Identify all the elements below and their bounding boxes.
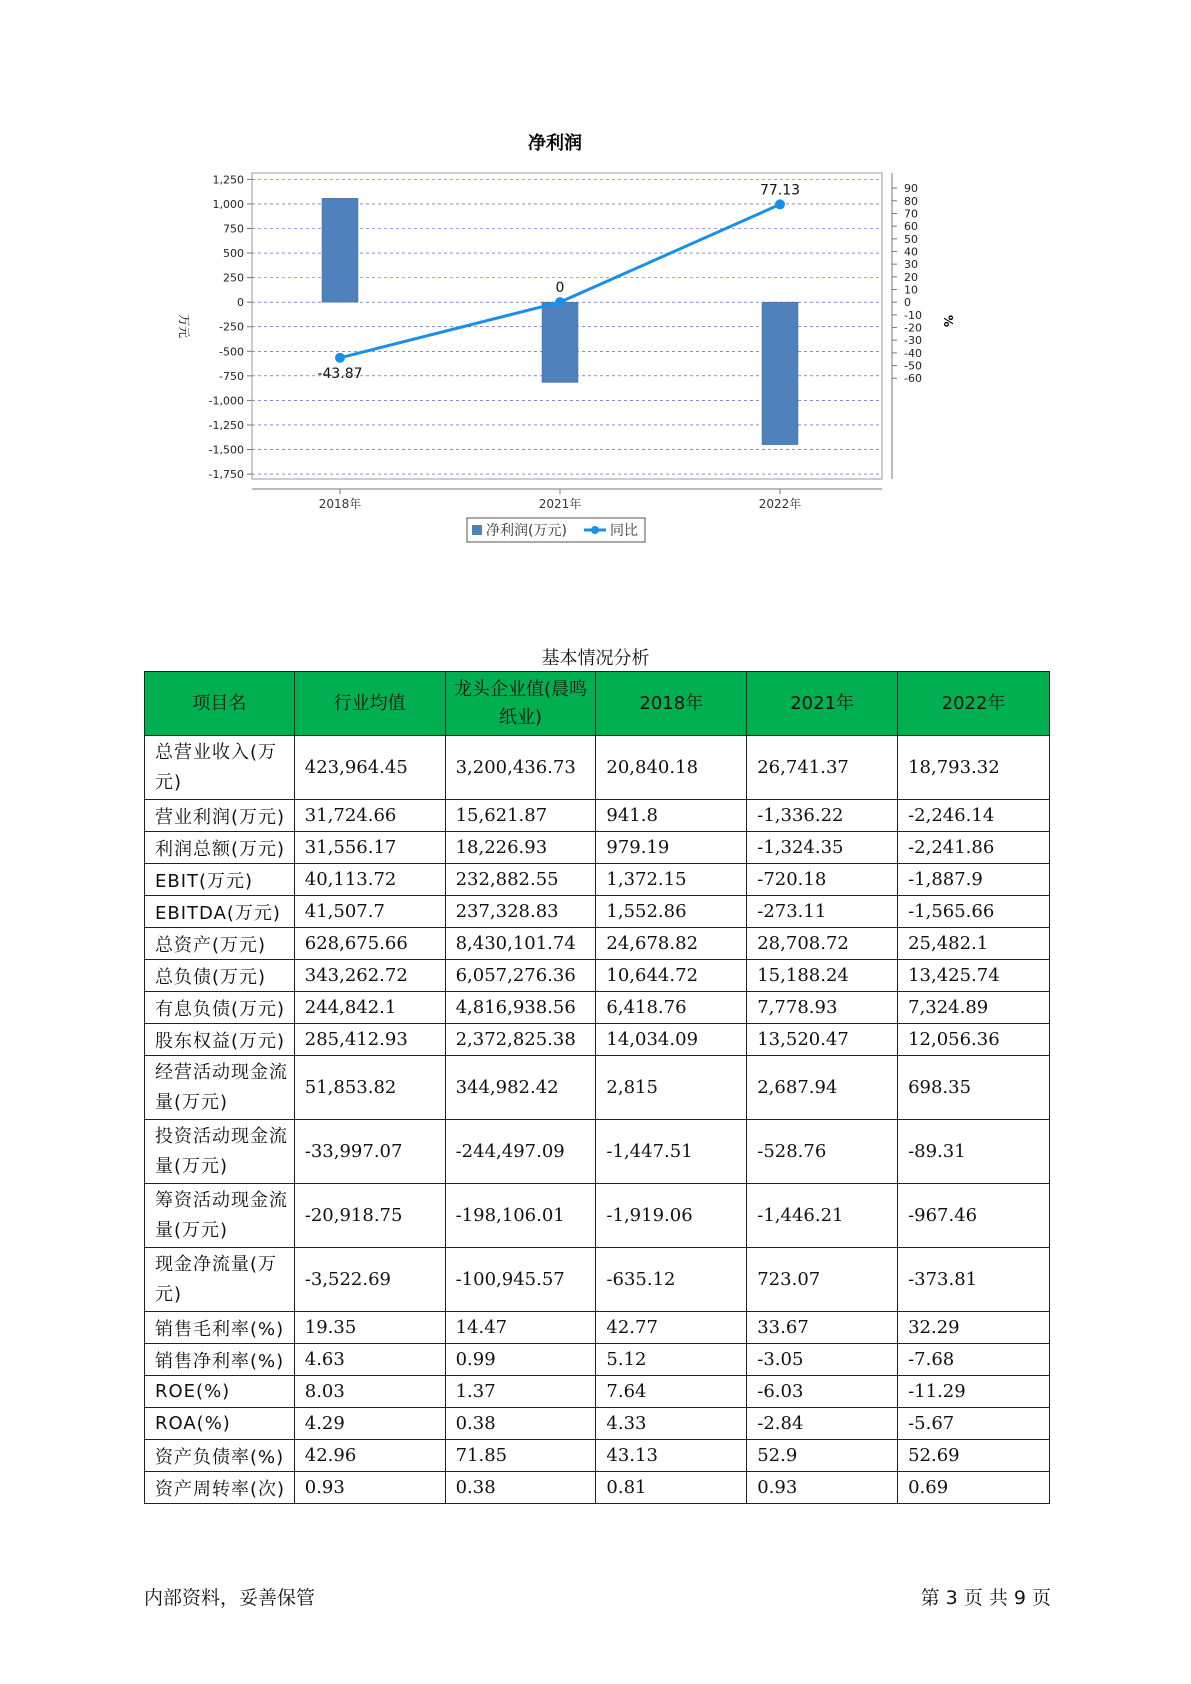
table-row [145, 1056, 1050, 1120]
header-cell: 行业均值 [294, 672, 445, 736]
table-cell: 42.77 [596, 1312, 747, 1344]
row-label: 利润总额(万元) [145, 832, 295, 864]
table-cell: 723.07 [747, 1248, 898, 1312]
y-tick-label: -1,250 [208, 418, 244, 432]
table-cell: 6,418.76 [596, 992, 747, 1024]
table-cell: 1.37 [445, 1376, 596, 1408]
y-tick-label: -1,000 [208, 394, 244, 408]
table-cell: -1,887.9 [898, 864, 1050, 896]
legend-swatch-point [591, 526, 599, 534]
y2-tick-label: -50 [904, 359, 922, 373]
table-cell: 15,188.24 [747, 960, 898, 992]
table-cell: 0.99 [445, 1344, 596, 1376]
chart-title: 净利润 [528, 133, 582, 154]
chart-svg [177, 133, 1030, 590]
y2-tick-label: 70 [904, 207, 918, 221]
table-cell: 344,982.42 [445, 1056, 596, 1120]
data-label: 0 [555, 280, 565, 297]
row-label: EBITDA(万元) [145, 896, 295, 928]
y-tick-label: -1,500 [208, 443, 244, 457]
analysis-table [144, 671, 1050, 1504]
y2-tick-label: -60 [904, 372, 922, 386]
table-row [145, 1312, 1050, 1344]
table-cell: 10,644.72 [596, 960, 747, 992]
table-cell: -373.81 [898, 1248, 1050, 1312]
table-row [145, 1024, 1050, 1056]
table-cell: 8,430,101.74 [445, 928, 596, 960]
row-label: 总资产(万元) [145, 928, 295, 960]
y-tick-label: 500 [223, 247, 244, 261]
row-label: 筹资活动现金流量(万元) [145, 1184, 295, 1248]
line-point [335, 353, 345, 363]
table-cell: 20,840.18 [596, 736, 747, 800]
table-cell: 979.19 [596, 832, 747, 864]
table-cell: 31,556.17 [294, 832, 445, 864]
table-cell: 0.38 [445, 1408, 596, 1440]
table-cell: -11.29 [898, 1376, 1050, 1408]
table-cell: 18,226.93 [445, 832, 596, 864]
table-cell: 42.96 [294, 1440, 445, 1472]
x-tick-label: 2018年 [318, 497, 362, 511]
table-cell: 52.9 [747, 1440, 898, 1472]
row-label: 现金净流量(万元) [145, 1248, 295, 1312]
data-label: 77.13 [759, 182, 801, 199]
table-cell: 14.47 [445, 1312, 596, 1344]
table-row [145, 896, 1050, 928]
table-cell: -2.84 [747, 1408, 898, 1440]
y-tick-label: 750 [223, 222, 244, 236]
bar-net-profit [322, 198, 358, 302]
data-label: -43.87 [317, 365, 363, 382]
row-label: 投资活动现金流量(万元) [145, 1120, 295, 1184]
table-cell: 0.93 [747, 1472, 898, 1504]
table-cell: -6.03 [747, 1376, 898, 1408]
table-row [145, 864, 1050, 896]
table-cell: -2,246.14 [898, 800, 1050, 832]
row-label: 资产周转率(次) [145, 1472, 295, 1504]
bar-net-profit [542, 302, 578, 382]
y-tick-label: 250 [223, 271, 244, 285]
table-cell: 13,425.74 [898, 960, 1050, 992]
table-cell: 52.69 [898, 1440, 1050, 1472]
table-cell: 28,708.72 [747, 928, 898, 960]
table-cell: -5.67 [898, 1408, 1050, 1440]
table-cell: 941.8 [596, 800, 747, 832]
table-cell: 26,741.37 [747, 736, 898, 800]
table-row [145, 1248, 1050, 1312]
table-cell: 19.35 [294, 1312, 445, 1344]
table-cell: -635.12 [596, 1248, 747, 1312]
table-cell: 4.29 [294, 1408, 445, 1440]
table-cell: 18,793.32 [898, 736, 1050, 800]
table-row [145, 1184, 1050, 1248]
table-cell: -1,447.51 [596, 1120, 747, 1184]
row-label: 总负债(万元) [145, 960, 295, 992]
table-cell: 43.13 [596, 1440, 747, 1472]
table-row [145, 1472, 1050, 1504]
y2-tick-label: -30 [904, 334, 922, 348]
row-label: 经营活动现金流量(万元) [145, 1056, 295, 1120]
y-tick-label: 1,000 [212, 197, 244, 211]
table-cell: 6,057,276.36 [445, 960, 596, 992]
table-cell: -1,446.21 [747, 1184, 898, 1248]
table-row [145, 960, 1050, 992]
table-cell: 3,200,436.73 [445, 736, 596, 800]
table-cell: -244,497.09 [445, 1120, 596, 1184]
table-cell: 31,724.66 [294, 800, 445, 832]
net-profit-chart [177, 133, 1030, 590]
y2-axis-title: % [941, 314, 955, 328]
table-row [145, 1408, 1050, 1440]
row-label: ROE(%) [145, 1376, 295, 1408]
header-cell: 2022年 [898, 672, 1050, 736]
table-cell: -1,919.06 [596, 1184, 747, 1248]
table-cell: 4,816,938.56 [445, 992, 596, 1024]
table-cell: 628,675.66 [294, 928, 445, 960]
table-cell: -273.11 [747, 896, 898, 928]
table-cell: 698.35 [898, 1056, 1050, 1120]
table-cell: 0.93 [294, 1472, 445, 1504]
line-point [555, 297, 565, 307]
y-tick-label: -500 [219, 345, 244, 359]
table-cell: 71.85 [445, 1440, 596, 1472]
x-tick-label: 2021年 [538, 497, 582, 511]
table-cell: 51,853.82 [294, 1056, 445, 1120]
row-label: 总营业收入(万元) [145, 736, 295, 800]
table-cell: 4.33 [596, 1408, 747, 1440]
table-cell: -3.05 [747, 1344, 898, 1376]
table-cell: -1,336.22 [747, 800, 898, 832]
y-tick-label: -250 [219, 320, 244, 334]
footer-confidential-note: 内部资料，妥善保管 [144, 1587, 316, 1609]
table-cell: 244,842.1 [294, 992, 445, 1024]
table-row [145, 992, 1050, 1024]
table-cell: -100,945.57 [445, 1248, 596, 1312]
legend-label-net-profit: 净利润(万元) [486, 523, 567, 539]
y2-tick-label: 30 [904, 258, 918, 272]
table-cell: 7.64 [596, 1376, 747, 1408]
table-cell: 24,678.82 [596, 928, 747, 960]
table-cell: 7,324.89 [898, 992, 1050, 1024]
table-cell: 2,687.94 [747, 1056, 898, 1120]
y2-tick-label: -40 [904, 346, 922, 360]
header-cell: 2021年 [747, 672, 898, 736]
table-cell: 12,056.36 [898, 1024, 1050, 1056]
table-cell: -720.18 [747, 864, 898, 896]
row-label: ROA(%) [145, 1408, 295, 1440]
y-tick-label: -1,750 [208, 468, 244, 482]
header-cell: 2018年 [596, 672, 747, 736]
table-header-row [145, 672, 1050, 736]
table-cell: 33.67 [747, 1312, 898, 1344]
y2-tick-label: 20 [904, 270, 918, 284]
row-label: 营业利润(万元) [145, 800, 295, 832]
table-cell: 13,520.47 [747, 1024, 898, 1056]
legend-label-yoy: 同比 [610, 523, 638, 539]
line-point [775, 199, 785, 209]
table-cell: -2,241.86 [898, 832, 1050, 864]
table-cell: -20,918.75 [294, 1184, 445, 1248]
y-tick-label: 0 [237, 296, 244, 310]
table-cell: 32.29 [898, 1312, 1050, 1344]
table-row [145, 800, 1050, 832]
table-cell: 237,328.83 [445, 896, 596, 928]
table-cell: -967.46 [898, 1184, 1050, 1248]
y2-tick-label: 10 [904, 283, 918, 297]
table-cell: -1,565.66 [898, 896, 1050, 928]
y2-tick-label: 80 [904, 194, 918, 208]
y2-tick-label: 60 [904, 220, 918, 234]
table-cell: 25,482.1 [898, 928, 1050, 960]
table-row [145, 736, 1050, 800]
table-cell: 1,552.86 [596, 896, 747, 928]
table-cell: -3,522.69 [294, 1248, 445, 1312]
table-cell: -89.31 [898, 1120, 1050, 1184]
table-row [145, 1120, 1050, 1184]
table-cell: 0.69 [898, 1472, 1050, 1504]
table-cell: 5.12 [596, 1344, 747, 1376]
x-tick-label: 2022年 [758, 497, 802, 511]
table-row [145, 1440, 1050, 1472]
table-cell: 423,964.45 [294, 736, 445, 800]
table-cell: 232,882.55 [445, 864, 596, 896]
table-cell: -1,324.35 [747, 832, 898, 864]
table-cell: 40,113.72 [294, 864, 445, 896]
table-cell: -7.68 [898, 1344, 1050, 1376]
table-cell: 0.81 [596, 1472, 747, 1504]
table-cell: 4.63 [294, 1344, 445, 1376]
table-cell: 2,372,825.38 [445, 1024, 596, 1056]
y2-tick-label: 40 [904, 245, 918, 259]
table-cell: 1,372.15 [596, 864, 747, 896]
table-cell: 285,412.93 [294, 1024, 445, 1056]
y-tick-label: 1,250 [212, 173, 244, 187]
row-label: 资产负债率(%) [145, 1440, 295, 1472]
table-cell: 343,262.72 [294, 960, 445, 992]
table-cell: -198,106.01 [445, 1184, 596, 1248]
row-label: 有息负债(万元) [145, 992, 295, 1024]
y2-tick-label: 0 [904, 296, 911, 310]
y2-tick-label: -20 [904, 321, 922, 335]
table-row [145, 1376, 1050, 1408]
table-row [145, 832, 1050, 864]
table-cell: 41,507.7 [294, 896, 445, 928]
table-cell: 15,621.87 [445, 800, 596, 832]
legend-swatch-bar [472, 525, 482, 535]
row-label: 销售毛利率(%) [145, 1312, 295, 1344]
bar-net-profit [762, 302, 798, 444]
row-label: 销售净利率(%) [145, 1344, 295, 1376]
table-cell: -33,997.07 [294, 1120, 445, 1184]
y-tick-label: -750 [219, 369, 244, 383]
footer-page-number: 第 3 页 共 9 页 [920, 1587, 1051, 1609]
table-row [145, 1344, 1050, 1376]
y-axis-title: 万元 [177, 313, 191, 339]
table-cell: 14,034.09 [596, 1024, 747, 1056]
row-label: 股东权益(万元) [145, 1024, 295, 1056]
y2-tick-label: -10 [904, 308, 922, 322]
table-cell: 8.03 [294, 1376, 445, 1408]
table-row [145, 928, 1050, 960]
header-cell: 项目名 [145, 672, 295, 736]
y2-tick-label: 90 [904, 182, 918, 196]
header-cell: 龙头企业值(晨鸣纸业) [445, 672, 596, 736]
row-label: EBIT(万元) [145, 864, 295, 896]
table-cell: 2,815 [596, 1056, 747, 1120]
table-caption: 基本情况分析 [541, 648, 650, 669]
table-cell: 0.38 [445, 1472, 596, 1504]
table-cell: -528.76 [747, 1120, 898, 1184]
table-cell: 7,778.93 [747, 992, 898, 1024]
y2-tick-label: 50 [904, 232, 918, 246]
